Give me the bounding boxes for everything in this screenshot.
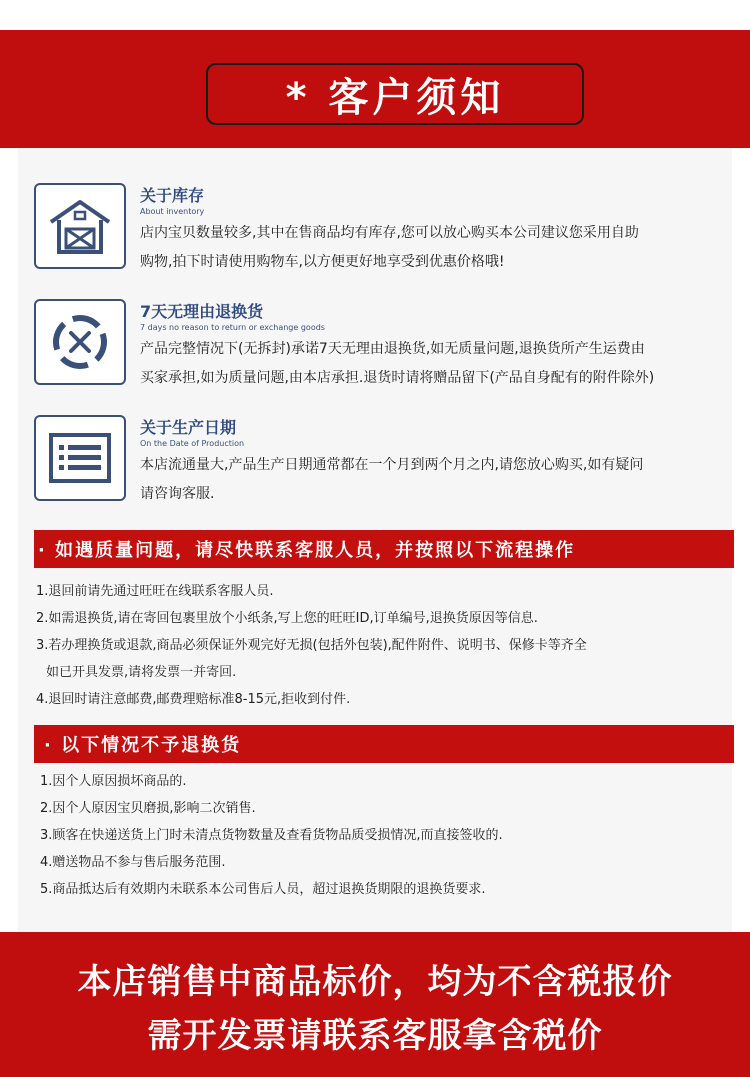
body-line: 店内宝贝数量较多,其中在售商品均有库存,您可以放心购买本公司建议您采用自助	[140, 225, 639, 241]
body-line: 请咨询客服.	[140, 486, 215, 502]
list-item: 如已开具发票,请将发票一并寄回.	[46, 665, 237, 680]
list-item: 2.因个人原因宝贝磨损,影响二次销售.	[40, 801, 256, 816]
inventory-section	[34, 183, 724, 278]
section-subtitle: On the Date of Production	[140, 439, 245, 448]
list-item: 4.赠送物品不参与售后服务范围.	[40, 855, 226, 870]
exclusions-list	[40, 768, 730, 903]
section-subtitle: 7 days no reason to return or exchange goods	[140, 323, 325, 332]
list-item: 5.商品抵达后有效期内未联系本公司售后人员，超过退换货期限的退换货要求.	[40, 882, 486, 897]
section-subtitle: About inventory	[140, 207, 205, 216]
title-banner	[206, 63, 584, 125]
section-title: 关于库存	[140, 186, 205, 205]
process-list	[36, 578, 726, 713]
body-line: 本店流通量大,产品生产日期通常都在一个月到两个月之内,请您放心购买,如有疑问	[140, 457, 644, 473]
list-item: 2.如需退换货,请在寄回包裹里放个小纸条,写上您的旺旺ID,订单编号,退换货原因等信息.	[36, 611, 538, 626]
warehouse-icon	[34, 183, 126, 269]
list-item: 4.退回时请注意邮费,邮费理赔标准8-15元,拒收到付件.	[36, 692, 351, 707]
exclusions-heading: · 以下情况不予退换货	[34, 725, 734, 763]
list-item: 1.因个人原因损坏商品的.	[40, 774, 187, 789]
return-policy-section	[34, 299, 724, 394]
list-item: 1.退回前请先通过旺旺在线联系客服人员.	[36, 584, 274, 599]
list-item: 3.若办理换货或退款,商品必须保证外观完好无损(包括外包装),配件附件、说明书、保修卡等齐全	[36, 638, 587, 653]
section-body	[140, 219, 724, 277]
footer-tax-notice: 本店销售中商品标价，均为不含税报价	[77, 962, 673, 1002]
footer-invoice-notice: 需开发票请联系客服拿含税价	[147, 1016, 603, 1056]
section-body	[140, 335, 724, 393]
section-body	[140, 451, 724, 509]
section-title: 7天无理由退换货	[140, 302, 264, 321]
footer-band	[0, 932, 750, 1077]
body-line: 购物,拍下时请使用购物车,以方便更好地享受到优惠价格哦!	[140, 254, 505, 270]
list-item: 3.顾客在快递送货上门时未清点货物数量及查看货物品质受损情况,而直接签收的.	[40, 828, 503, 843]
body-line: 产品完整情况下(无拆封)承诺7天无理由退换货,如无质量问题,退换货所产生运费由	[140, 341, 645, 357]
section-title: 关于生产日期	[140, 418, 237, 437]
no-reason-return-icon	[34, 299, 126, 385]
process-heading: · 如遇质量问题，请尽快联系客服人员，并按照以下流程操作	[34, 530, 734, 568]
page-title: * 客户须知	[285, 74, 505, 121]
body-line: 买家承担,如为质量问题,由本店承担.退货时请将赠品留下(产品自身配有的附件除外)	[140, 370, 655, 386]
production-date-section	[34, 415, 724, 510]
document-list-icon	[34, 415, 126, 501]
